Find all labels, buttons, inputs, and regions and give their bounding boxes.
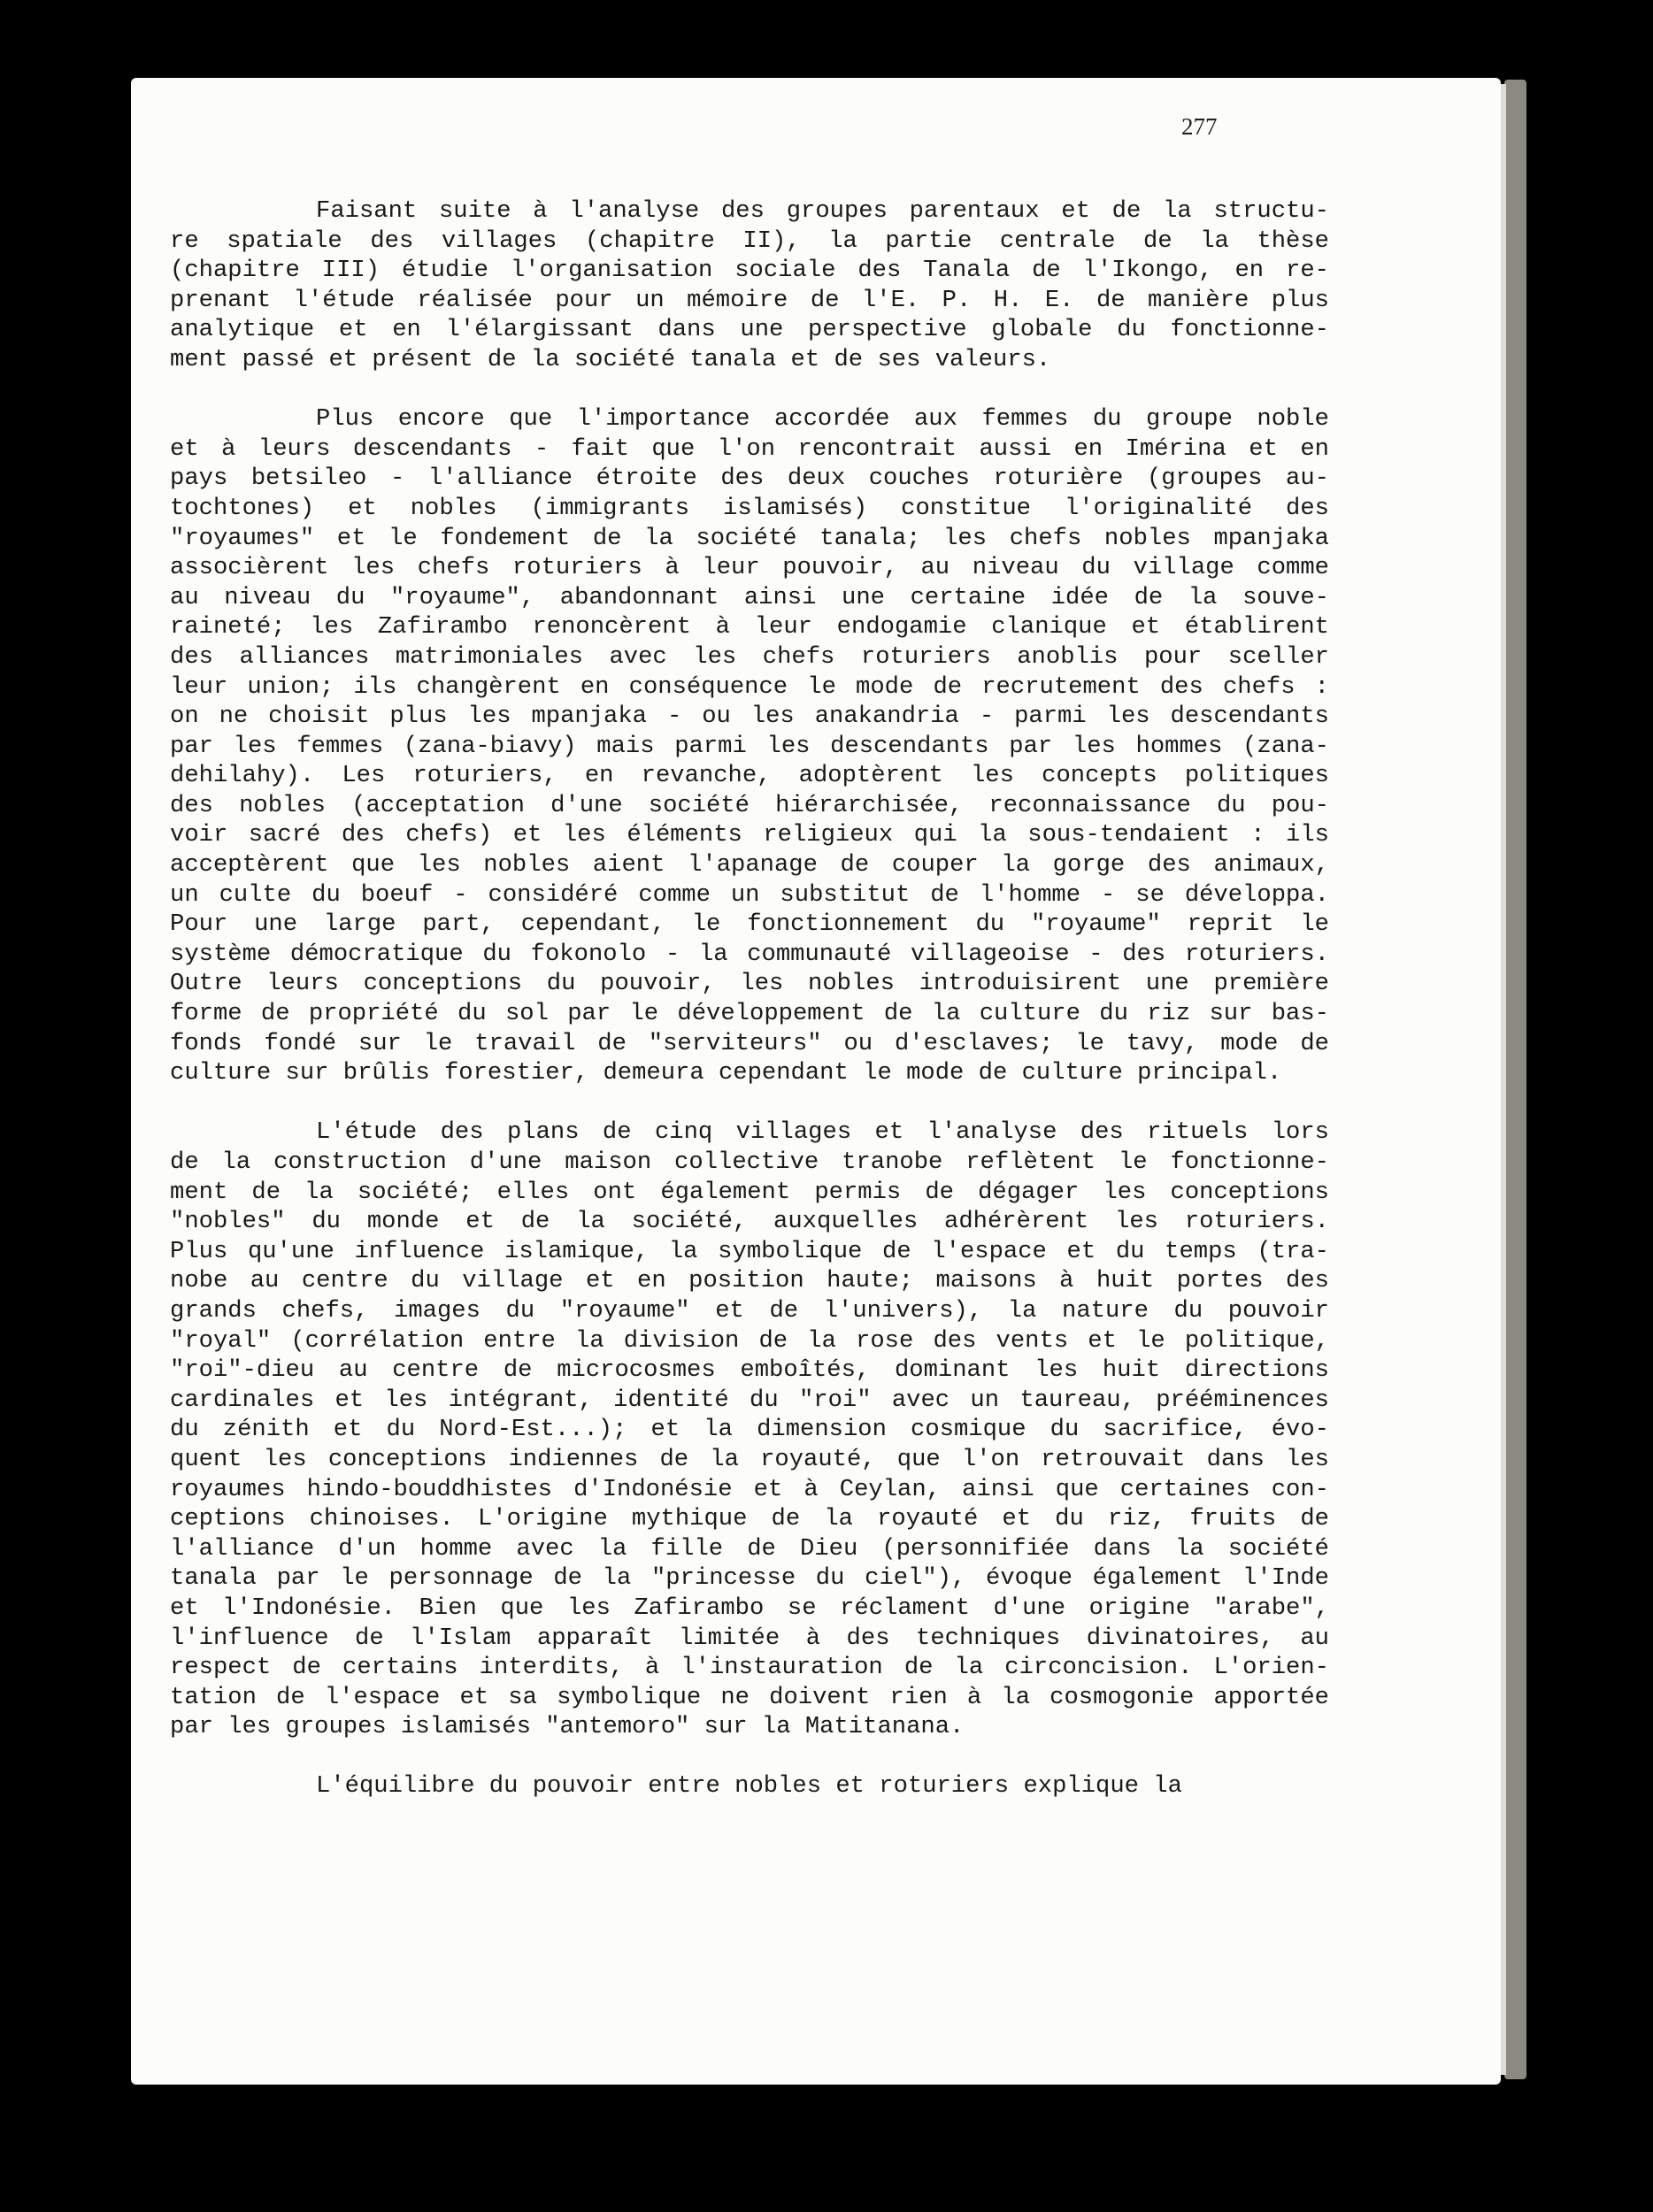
text-line: des alliances matrimoniales avec les chefs roturiers anoblis pour sceller (170, 642, 1329, 671)
text-line: l'alliance d'un homme avec la fille de Dieu (personnifiée dans la société (170, 1534, 1329, 1563)
text-line: "nobles" du monde et de la société, auxquelles adhérèrent les roturiers. (170, 1208, 1329, 1236)
page-number: 277 (1181, 113, 1218, 140)
text-line: l'influence de l'Islam apparaît limitée à des techniques divinatoires, au (170, 1624, 1329, 1652)
text-line: grands chefs, images du "royaume" et de l'univers), la nature du pouvoir (170, 1296, 1329, 1325)
text-line: leur union; ils changèrent en conséquence le mode de recrutement des chefs : (170, 672, 1329, 701)
text-line: prenant l'étude réalisée pour un mémoire de l'E. P. H. E. de manière plus (170, 286, 1329, 314)
text-line: royaumes hindo-bouddhistes d'Indonésie et à Ceylan, ainsi que certaines con- (170, 1475, 1329, 1503)
text-line: un culte du boeuf - considéré comme un substitut de l'homme - se développa. (170, 880, 1329, 909)
text-line: dehilahy). Les roturiers, en revanche, adoptèrent les concepts politiques (170, 762, 1329, 790)
text-line: "royaumes" et le fondement de la société tanala; les chefs nobles mpanjaka (170, 524, 1329, 552)
text-line: associèrent les chefs roturiers à leur pouvoir, au niveau du village comme (170, 554, 1329, 582)
text-line: culture sur brûlis forestier, demeura cependant le mode de culture principal. (170, 1059, 1282, 1087)
text-line: forme de propriété du sol par le développement de la culture du riz sur bas- (170, 1000, 1329, 1028)
text-line: on ne choisit plus les mpanjaka - ou les anakandria - parmi les descendants (170, 703, 1329, 731)
text-line: ment de la société; elles ont également permis de dégager les conceptions (170, 1178, 1329, 1206)
text-line: Plus encore que l'importance accordée aux femmes du groupe noble (316, 405, 1329, 434)
text-line: Plus qu'une influence islamique, la symbolique de l'espace et du temps (tra- (170, 1237, 1329, 1265)
text-line: du zénith et du Nord-Est...); et la dimension cosmique du sacrifice, évo- (170, 1416, 1329, 1444)
text-line: et l'Indonésie. Bien que les Zafirambo se réclament d'une origine "arabe", (170, 1594, 1329, 1622)
text-line: de la construction d'une maison collective tranobe reflètent le fonctionne- (170, 1148, 1329, 1176)
text-line: par les groupes islamisés "antemoro" sur la Matitanana. (170, 1713, 965, 1741)
text-line: Pour une large part, cependant, le fonctionnement du "royaume" reprit le (170, 910, 1329, 939)
text-line: ceptions chinoises. L'origine mythique de la royauté et du riz, fruits de (170, 1505, 1329, 1533)
text-line: pays betsileo - l'alliance étroite des deux couches roturière (groupes au- (170, 465, 1329, 493)
text-line: Faisant suite à l'analyse des groupes parentaux et de la structu- (316, 197, 1329, 225)
paragraph (170, 1771, 1329, 1801)
text-line: respect de certains interdits, à l'instauration de la circoncision. L'orien- (170, 1654, 1329, 1682)
text-line: des nobles (acceptation d'une société hiérarchisée, reconnaissance du pou- (170, 791, 1329, 819)
text-line: Outre leurs conceptions du pouvoir, les nobles introduisirent une première (170, 970, 1329, 998)
text-line: analytique et en l'élargissant dans une perspective globale du fonctionne- (170, 316, 1329, 344)
text-line: cardinales et les intégrant, identité du "roi" avec un taureau, prééminences (170, 1386, 1329, 1414)
text-line: "roi"-dieu au centre de microcosmes emboîtés, dominant les huit directions (170, 1356, 1329, 1385)
text-line: acceptèrent que les nobles aient l'apanage de couper la gorge des animaux, (170, 851, 1329, 879)
page-edge (1504, 80, 1526, 2079)
document-body (170, 196, 1329, 1832)
text-line: par les femmes (zana-biavy) mais parmi les descendants par les hommes (zana- (170, 732, 1329, 760)
text-line: (chapitre III) étudie l'organisation sociale des Tanala de l'Ikongo, en re- (170, 257, 1329, 285)
text-line: fonds fondé sur le travail de "serviteurs" ou d'esclaves; le tavy, mode de (170, 1029, 1329, 1057)
text-line: L'étude des plans de cinq villages et l'analyse des rituels lors (316, 1118, 1329, 1147)
text-line: raineté; les Zafirambo renoncèrent à leur endogamie clanique et établirent (170, 613, 1329, 641)
text-line: ment passé et présent de la société tanala et de ses valeurs. (170, 345, 1051, 373)
paragraph (170, 196, 1329, 375)
text-line: au niveau du "royaume", abandonnant ainsi une certaine idée de la souve- (170, 583, 1329, 611)
text-line: "royal" (corrélation entre la division de la rose des vents et le politique, (170, 1326, 1329, 1355)
text-line: tation de l'espace et sa symbolique ne doivent rien à la cosmogonie apportée (170, 1683, 1329, 1711)
paragraph (170, 404, 1329, 1088)
text-line: et à leurs descendants - fait que l'on rencontrait aussi en Imérina et en (170, 434, 1329, 463)
text-line: nobe au centre du village et en position haute; maisons à huit portes des (170, 1267, 1329, 1295)
text-line: tochtones) et nobles (immigrants islamisés) constitue l'originalité des (170, 494, 1329, 522)
text-line: quent les conceptions indiennes de la royauté, que l'on retrouvait dans les (170, 1445, 1329, 1473)
text-line: tanala par le personnage de la "princesse du ciel"), évoque également l'Inde (170, 1564, 1329, 1593)
paragraph (170, 1118, 1329, 1741)
text-line: système démocratique du fokonolo - la communauté villageoise - des roturiers. (170, 940, 1329, 968)
text-line: re spatiale des villages (chapitre II), la partie centrale de la thèse (170, 227, 1329, 255)
text-line: L'équilibre du pouvoir entre nobles et roturiers explique la (316, 1772, 1182, 1801)
text-line: voir sacré des chefs) et les éléments religieux qui la sous-tendaient : ils (170, 821, 1329, 849)
